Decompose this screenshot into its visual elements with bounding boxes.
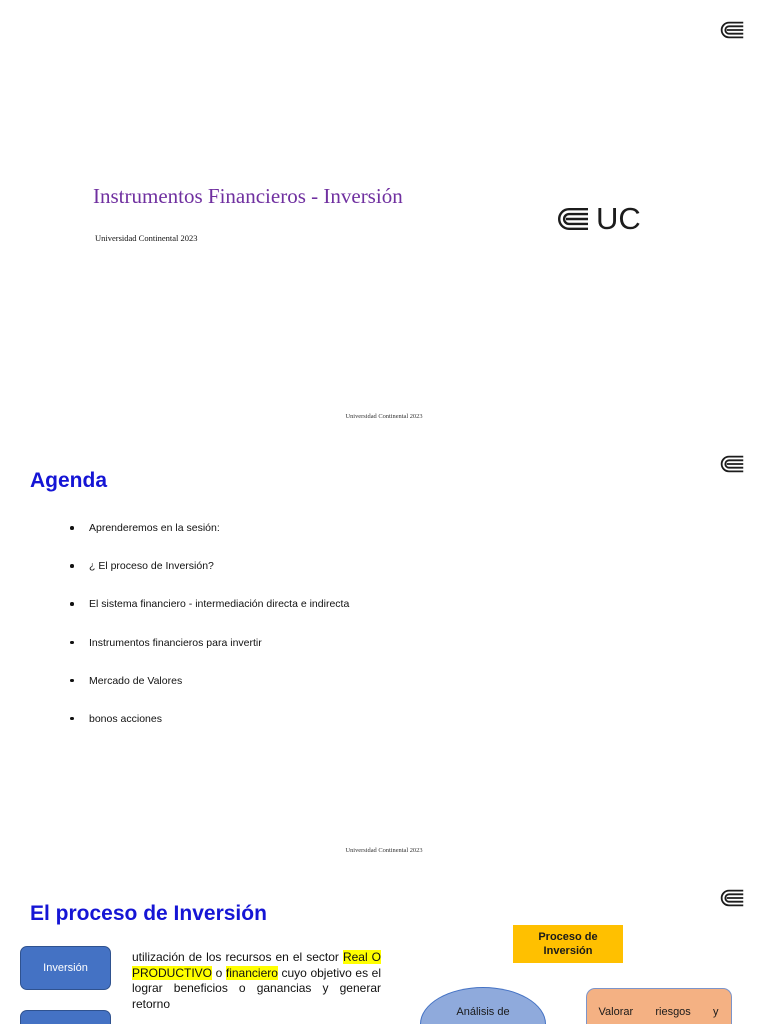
definition-text: utilización de los recursos en el sector <box>132 950 343 964</box>
list-item-text: Instrumentos financieros para invertir <box>89 636 262 649</box>
uc-logo-icon <box>557 207 589 231</box>
uc-logo-icon <box>720 455 744 473</box>
definition-highlight: Real O PRODUCTIVO <box>132 950 381 980</box>
presentation-title: Instrumentos Financieros - Inversión <box>93 184 403 208</box>
definition-text: cuyo objetivo es el lograr beneficios o ganancias y generar retorno <box>132 965 381 1012</box>
list-item-text: Aprenderemos en la sesión: <box>89 522 220 534</box>
list-item-text: bonos acciones <box>89 712 162 725</box>
uc-logo-icon <box>720 21 744 39</box>
agenda-list <box>70 521 349 750</box>
uc-logo-icon <box>720 889 744 907</box>
bullet-icon <box>70 717 74 721</box>
list-item <box>70 674 349 688</box>
slide-title <box>0 0 768 434</box>
list-item <box>70 712 349 726</box>
list-item <box>70 559 349 573</box>
bullet-icon <box>70 602 74 606</box>
bullet-icon <box>70 679 74 683</box>
list-item <box>70 597 349 611</box>
process-box <box>513 925 623 963</box>
definition-paragraph <box>132 950 381 1013</box>
slide-heading: Agenda <box>30 469 108 492</box>
slide-heading: El proceso de Inversión <box>30 902 267 925</box>
risk-label: Valorar riesgos y <box>598 1005 719 1018</box>
list-item-text: Mercado de Valores <box>89 674 183 687</box>
list-item <box>70 521 349 535</box>
analysis-ellipse <box>420 987 546 1024</box>
slide-footer: Universidad Continental 2023 <box>345 413 423 420</box>
slide-footer: Universidad Continental 2023 <box>345 847 423 854</box>
bullet-icon <box>70 526 74 530</box>
process-box-label: Proceso de Inversión <box>538 931 598 957</box>
risk-box <box>586 988 732 1024</box>
list-item-text: ¿ El proceso de Inversión? <box>89 560 214 573</box>
bullet-icon <box>70 641 74 645</box>
concept-box-secondary <box>20 1010 111 1024</box>
presentation-subtitle: Universidad Continental 2023 <box>95 233 198 243</box>
concept-box-inversion <box>20 946 111 990</box>
concept-box-label: Inversión <box>43 962 88 974</box>
slide-investment-process <box>0 868 768 1024</box>
definition-text: o <box>212 965 226 980</box>
analysis-label: Análisis de <box>456 1006 510 1018</box>
bullet-icon <box>70 564 74 568</box>
brand-logo-text: UC <box>596 201 641 236</box>
list-item <box>70 636 349 650</box>
definition-highlight: financiero <box>225 965 278 980</box>
slide-agenda <box>0 434 768 868</box>
list-item-text: El sistema financiero - intermediación directa e indirecta <box>89 598 350 611</box>
